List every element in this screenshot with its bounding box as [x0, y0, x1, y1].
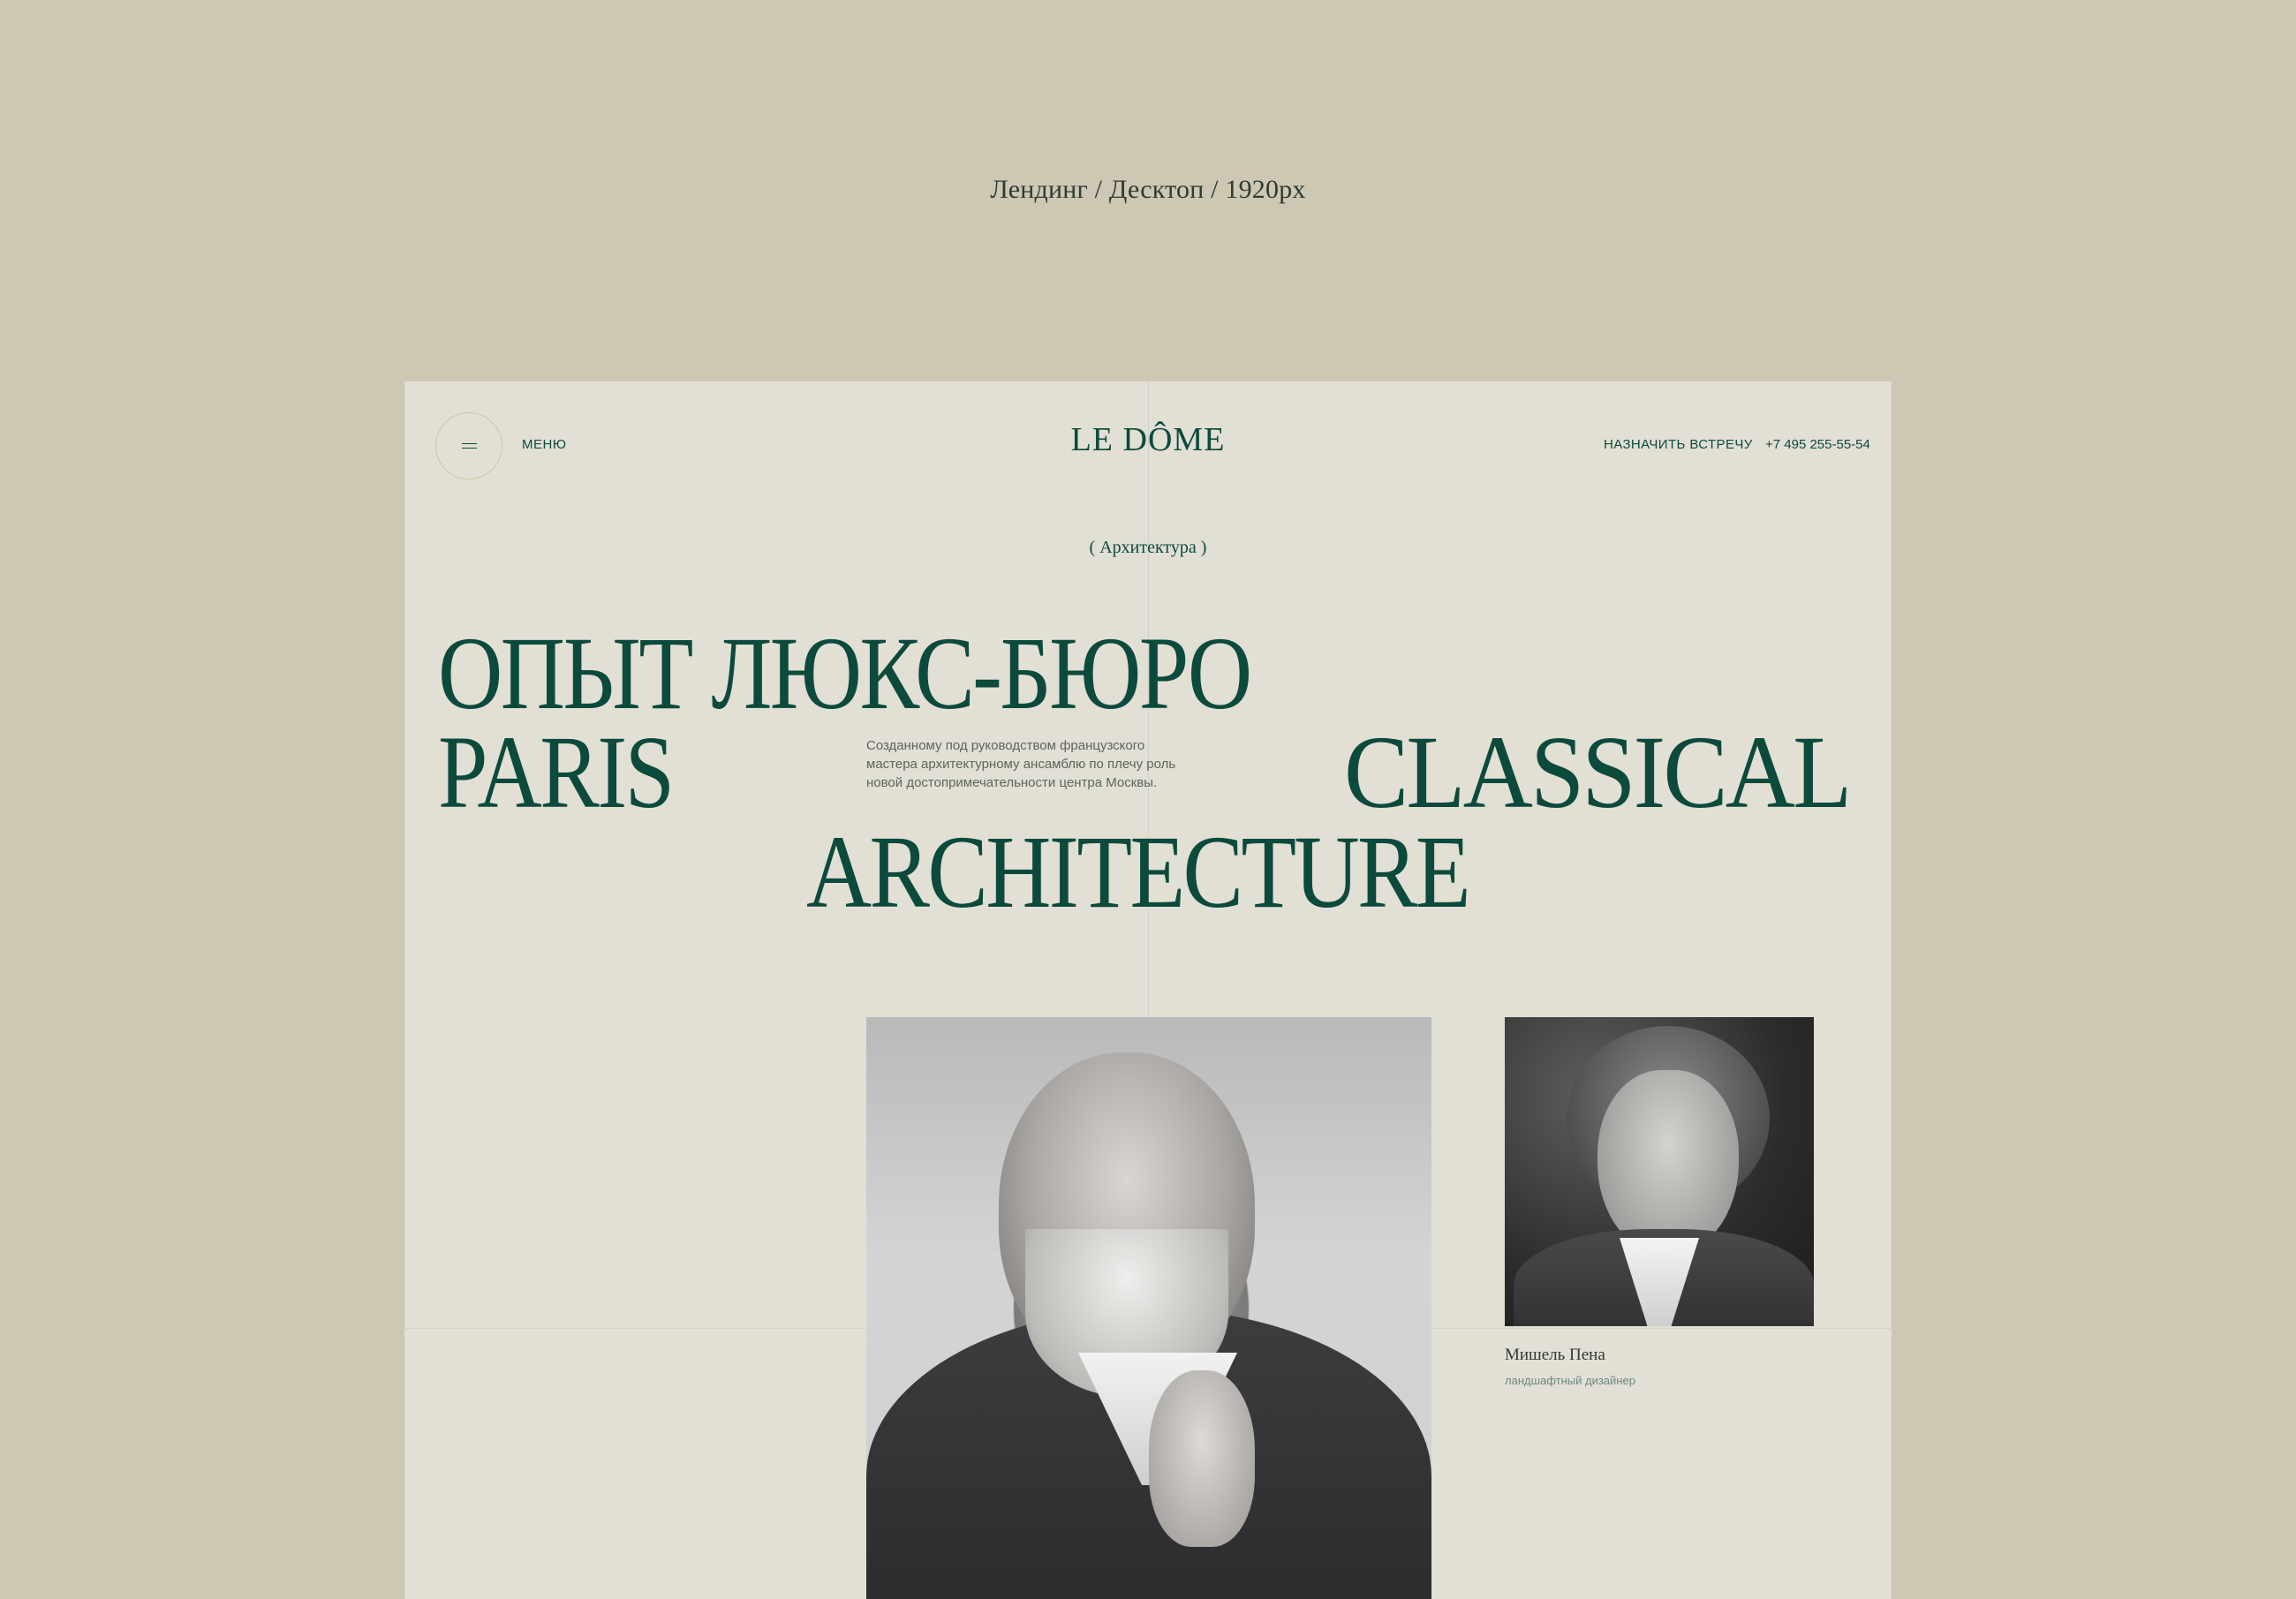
artboard-caption: Лендинг / Десктоп / 1920px — [990, 175, 1306, 204]
hero-heading-line-1: ОПЫТ ЛЮКС-БЮРО — [438, 615, 1250, 731]
hero-heading-classical: CLASSICAL — [1344, 714, 1850, 830]
designer-portrait-photo — [1505, 1017, 1814, 1326]
phone-link[interactable]: +7 495 255-55-54 — [1765, 437, 1870, 452]
architect-portrait-photo — [866, 1017, 1431, 1599]
team-member-role: ландшафтный дизайнер — [1505, 1374, 1635, 1387]
section-tag: ( Архитектура ) — [1089, 538, 1207, 557]
appointment-link[interactable]: НАЗНАЧИТЬ ВСТРЕЧУ — [1604, 437, 1753, 452]
menu-button[interactable] — [435, 412, 502, 479]
hamburger-icon — [462, 443, 477, 449]
landing-page — [404, 381, 1892, 1599]
portrait-hand — [1149, 1370, 1255, 1547]
hero-heading-architecture: ARCHITECTURE — [806, 814, 1469, 930]
menu-label[interactable]: МЕНЮ — [522, 437, 567, 452]
logo[interactable]: LE DÔME — [1070, 421, 1226, 458]
team-member-name: Мишель Пена — [1505, 1346, 1605, 1364]
hero-heading-paris: PARIS — [438, 714, 673, 830]
portrait-face — [1597, 1070, 1739, 1256]
hero-description: Созданному под руководством французского мастера архитектурному ансамблю по плечу роль новой достопримечательности центра Москвы. — [866, 738, 1176, 790]
